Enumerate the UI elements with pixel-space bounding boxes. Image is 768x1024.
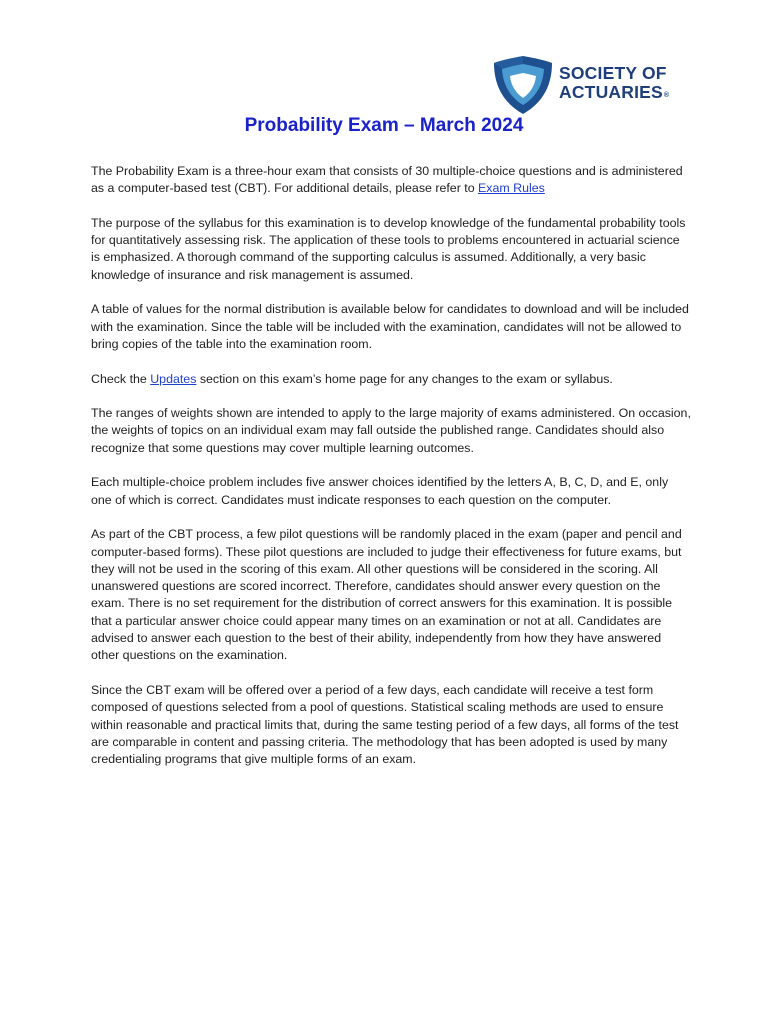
paragraph-weights: The ranges of weights shown are intended to apply to the large majority of exams administered. On occasion, the weights of topics on an individual exam may fall outside the published range. Candidates should also recognize that some questions may cover multiple learning outcomes. (91, 406, 691, 455)
registered-mark: ® (663, 92, 670, 99)
updates-text-before: Check the (91, 371, 151, 386)
paragraph-pilot-questions: As part of the CBT process, a few pilot questions will be randomly placed in the exam (paper and pencil and computer-based forms). These pilot questions are included to judge their effectiveness for future exams, but they will not be used in the scoring of this exam. All other questions will be considered in the scoring. All unanswered questions are scored incorrect. Therefore, candidates should answer every question on the exam. There is no set requirement for the distribution of correct answers for this examination. It is possible that a particular answer choice could appear many times on an examination or not at all. Candidates are advised to answer each question to the best of their ability, independently from how they have answered other questions on the examination. (91, 527, 682, 663)
logo-line-1: SOCIETY OF (559, 63, 667, 83)
logo-line-2-text: ACTUARIES (559, 82, 663, 102)
shield-icon (492, 54, 554, 116)
logo-wordmark (559, 64, 669, 102)
exam-rules-link[interactable]: Exam Rules (478, 181, 545, 196)
paragraph-scaling: Since the CBT exam will be offered over a period of a few days, each candidate will receive a test form composed of questions selected from a pool of questions. Statistical scaling methods are used to ensure within reasonable and practical limits that, during the same testing period of a few days, all forms of the test are comparable in content and passing criteria. The methodology that has been adopted is used by many credentialing programs that give multiple forms of an exam. (91, 682, 679, 767)
logo-line-2 (559, 83, 669, 102)
updates-text-after: section on this exam’s home page for any changes to the exam or syllabus. (196, 371, 613, 386)
updates-link[interactable]: Updates (150, 371, 197, 386)
paragraph-multiple-choice: Each multiple-choice problem includes five answer choices identified by the letters A, B, C, D, and E, only one of which is correct. Candidates must indicate responses to each question on the computer. (91, 475, 669, 507)
paragraph-updates (91, 371, 691, 388)
soa-logo (492, 54, 682, 116)
paragraph-intro-text: The Probability Exam is a three-hour exam that consists of 30 multiple-choice questions and is administered as a computer-based test (CBT). For additional details, please refer to (91, 164, 683, 196)
document-body (91, 163, 691, 786)
paragraph-normal-table: A table of values for the normal distribution is available below for candidates to download and will be included with the examination. Since the table will be included with the examination, candidates will not be allowed to bring copies of the table into the examination room. (91, 302, 689, 351)
page-title: Probability Exam – March 2024 (244, 115, 524, 136)
paragraph-intro (91, 163, 691, 198)
paragraph-syllabus-purpose: The purpose of the syllabus for this examination is to develop knowledge of the fundamental probability tools for quantitatively assessing risk. The application of these tools to problems encountered in actuarial science is emphasized. A thorough command of the supporting calculus is assumed. Additionally, a very basic knowledge of insurance and risk management is assumed. (91, 215, 686, 282)
